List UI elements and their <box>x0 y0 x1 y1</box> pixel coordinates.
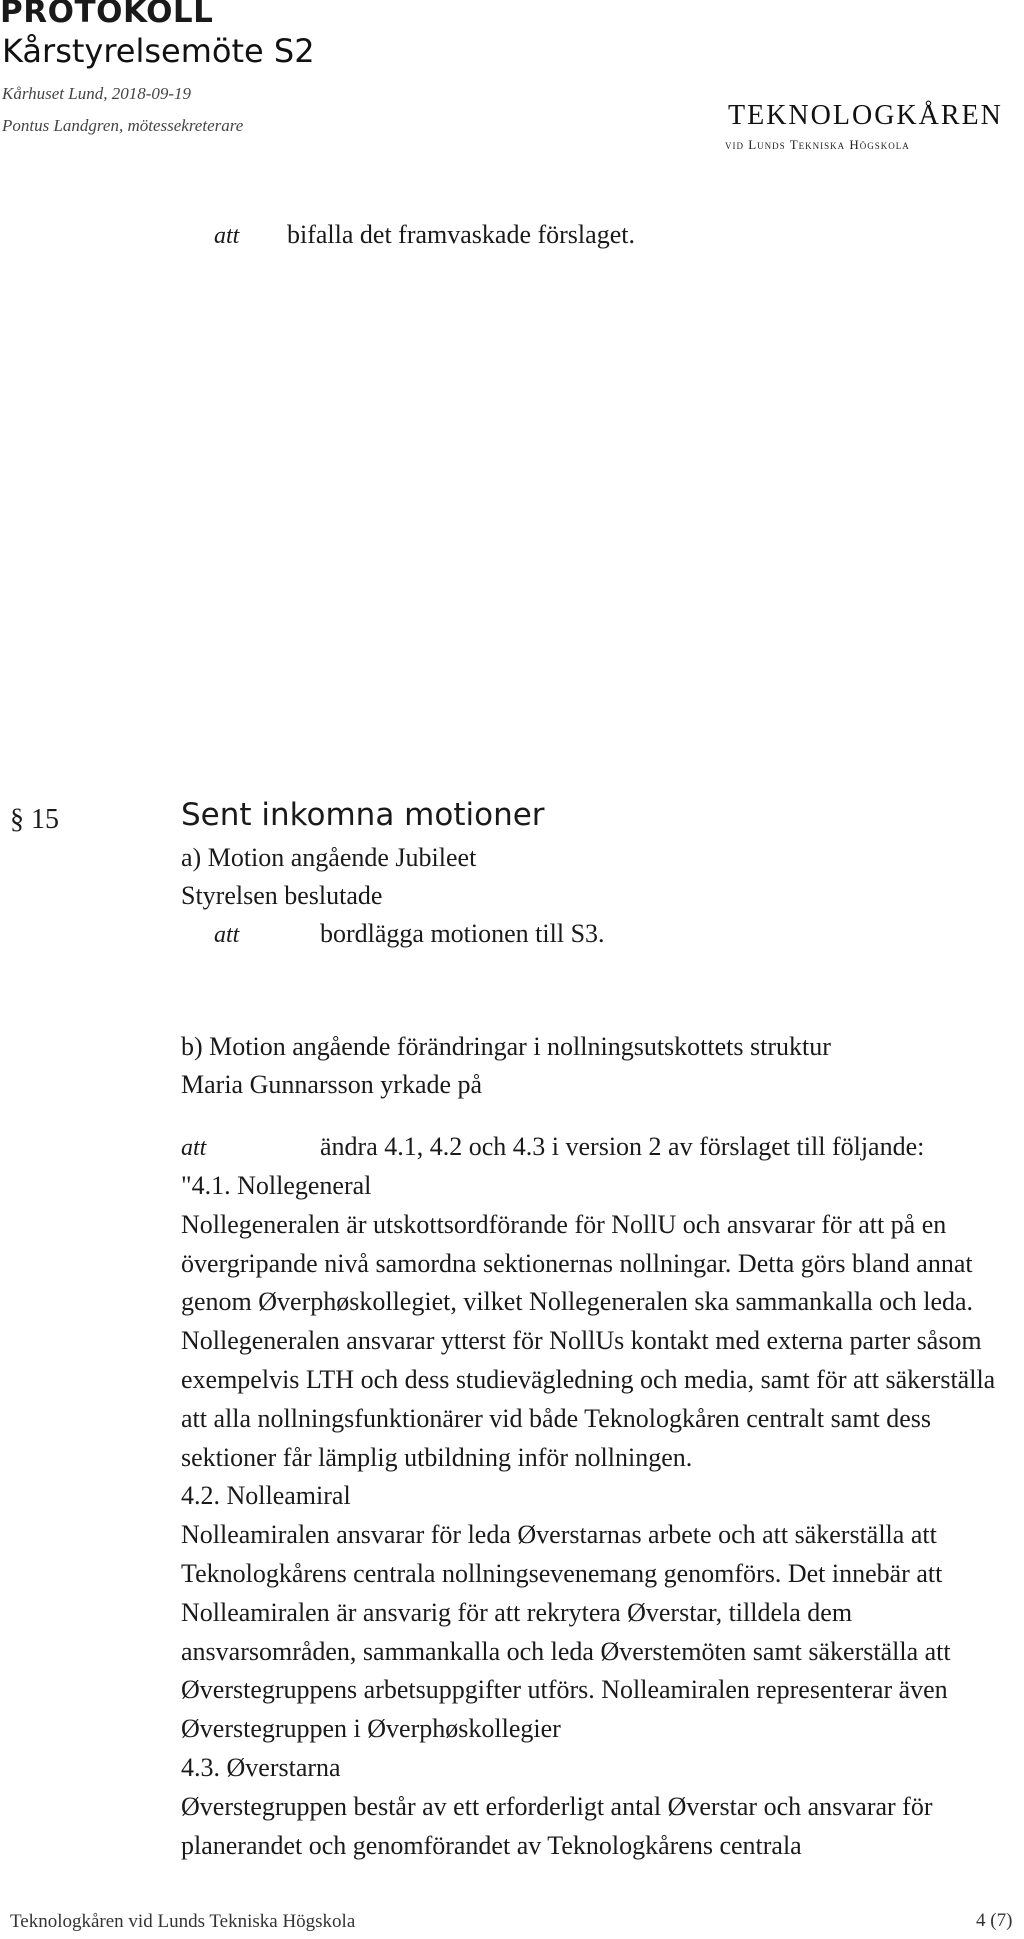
motion-b-body-line: Teknologkårens centrala nollningsevenemang genomförs. Det innebär att <box>181 1559 943 1588</box>
motion-b-body-line: sektioner får lämplig utbildning inför nollningen. <box>181 1443 693 1472</box>
meeting-place-date: Kårhuset Lund, 2018-09-19 <box>2 84 192 103</box>
motion-b-body-line: Nolleamiralen är ansvarig för att rekrytera Øverstar, tilldela dem <box>181 1598 853 1627</box>
section-title: Sent inkomna motioner <box>181 797 545 833</box>
motion-a-decision: bordlägga motionen till S3. <box>320 919 605 948</box>
motion-b-body-line: 4.3. Øverstarna <box>181 1753 341 1782</box>
motion-b-body-line: genom Øverphøskollegiet, vilket Nollegeneralen ska sammankalla och leda. <box>181 1287 974 1316</box>
footer-org: Teknologkåren vid Lunds Tekniska Högskola <box>10 1911 356 1932</box>
motion-b-heading: b) Motion angående förändringar i nollningsutskottets struktur <box>181 1032 831 1061</box>
motion-b-body-line: att alla nollningsfunktionärer vid både Teknologkåren centralt samt dess <box>181 1404 932 1433</box>
motion-b-body-line: "4.1. Nollegeneral <box>181 1171 372 1200</box>
meeting-secretary: Pontus Landgren, mötessekreterare <box>2 116 244 135</box>
decision-att: att <box>214 223 240 249</box>
motion-b-body-line: ansvarsområden, sammankalla och leda Øverstemöten samt säkerställa att <box>181 1637 951 1666</box>
motion-a-heading: a) Motion angående Jubileet <box>181 843 477 872</box>
document-type-label: PROTOKOLL <box>0 0 214 30</box>
motion-b-body-line: exempelvis LTH och dess studievägledning och media, samt för att säkerställa <box>181 1365 996 1394</box>
motion-b-body-line: Øverstegruppens arbetsuppgifter utförs. Nolleamiralen representerar även <box>181 1675 948 1704</box>
motion-b-proposal: ändra 4.1, 4.2 och 4.3 i version 2 av förslaget till följande: <box>320 1132 925 1161</box>
motion-b-body-line: övergripande nivå samordna sektionernas nollningar. Detta görs bland annat <box>181 1249 973 1278</box>
motion-b-body-line: Øverstegruppen består av ett erforderligt antal Øverstar och ansvarar för <box>181 1792 933 1821</box>
section-number: § 15 <box>10 804 59 835</box>
page-number: 4 (7) <box>976 1910 1013 1931</box>
board-decision-label: Styrelsen beslutade <box>181 881 383 910</box>
motion-b-body-line: 4.2. Nolleamiral <box>181 1481 351 1510</box>
motion-b-att: att <box>181 1135 207 1161</box>
org-subtitle: vid Lunds Tekniska Högskola <box>725 137 910 152</box>
motion-b-body-line: Nolleamiralen ansvarar för leda Øverstarnas arbete och att säkerställa att <box>181 1520 937 1549</box>
motion-a-att: att <box>214 922 240 948</box>
motion-b-body-line: Nollegeneralen ansvarar ytterst för NollUs kontakt med externa parter såsom <box>181 1326 982 1355</box>
meeting-title: Kårstyrelsemöte S2 <box>2 32 315 70</box>
decision-text: bifalla det framvaskade förslaget. <box>287 220 635 249</box>
motion-b-body-line: Øverstegruppen i Øverphøskollegier <box>181 1714 561 1743</box>
motion-b-body-line: Nollegeneralen är utskottsordförande för NollU och ansvarar för att på en <box>181 1210 947 1239</box>
org-name: TEKNOLOGKÅREN <box>728 100 1003 131</box>
motion-b-body-line: planerandet och genomförandet av Teknologkårens centrala <box>181 1831 802 1860</box>
motion-b-proposer: Maria Gunnarsson yrkade på <box>181 1070 483 1099</box>
